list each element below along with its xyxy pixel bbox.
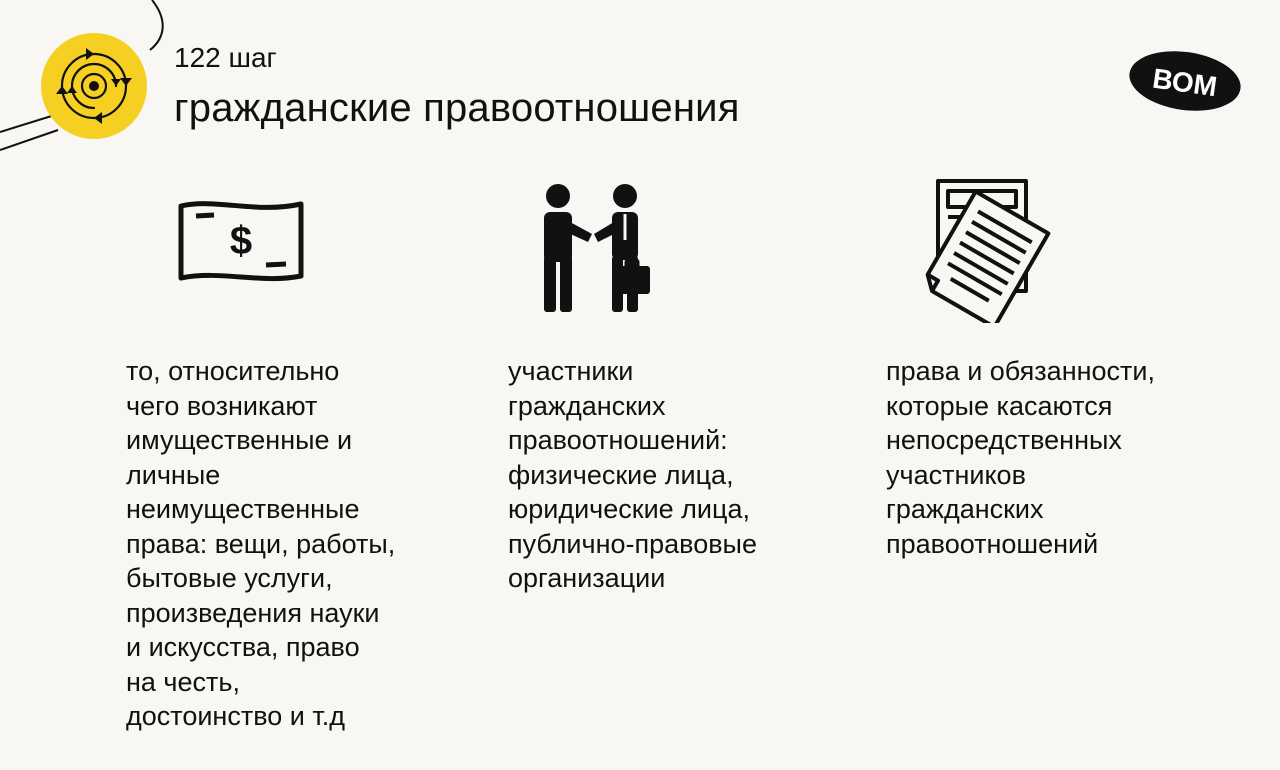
logo-text: ВОМ (1150, 62, 1219, 103)
column-text-participants: участники гражданских правоотношений: физические лица, юридические лица, публично-правовые организации (508, 356, 757, 593)
brand-logo (1128, 50, 1242, 112)
page-title: гражданские правоотношения (174, 86, 740, 130)
svg-text:$: $ (229, 219, 253, 263)
documents-icon (912, 175, 1054, 323)
column-text-objects: то, относительно чего возникают имущественные и личные неимущественные права: вещи, работы, бытовые услуги, произведения науки и искусства, право на честь, достоинство и т.д (126, 356, 396, 731)
handshake-people-icon (536, 180, 652, 314)
money-bill-icon (176, 196, 306, 286)
circular-arrows-icon (40, 32, 148, 140)
column-text-rights: права и обязанности, которые касаются непосредственных участников гражданских правоотношений (886, 356, 1155, 559)
step-label: 122 шаг (174, 42, 277, 73)
